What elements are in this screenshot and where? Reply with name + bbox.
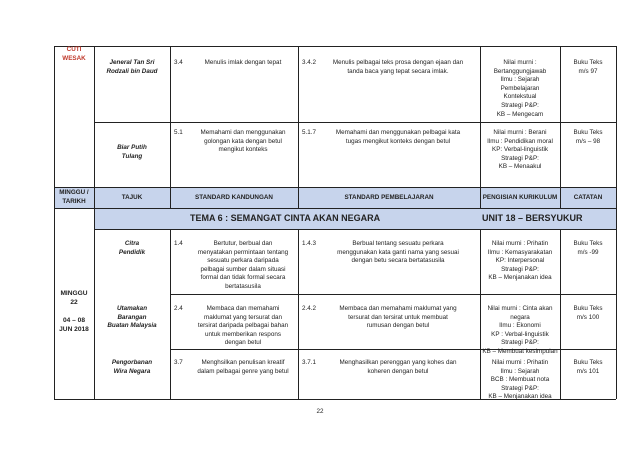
row-2-tajuk: Utamakan Barangan Buatan Malaysia	[107, 305, 157, 330]
top-row-1-sp-text: Menulis pelbagai teks prosa dengan ejaan dan tanda baca yang tepat secara imlak.	[332, 59, 464, 75]
theme-title: TEMA 6 : SEMANGAT CINTA AKAN NEGARA	[190, 213, 381, 223]
grid-line-horizontal	[54, 208, 616, 209]
row-1-pengisian: Nilai murni : Prihatin Ilmu : Kemasyarakatan KP: Interpersonal Strategi P&P: KB – Menjanakan idea	[487, 240, 553, 282]
cuti-wesak-label: CUTI WESAK	[62, 46, 86, 62]
grid-line-horizontal	[94, 122, 616, 123]
header-pengisian-kurikulum: PENGISIAN KURIKULUM	[482, 194, 558, 201]
row-1-catatan: Buku Teks m/s -99	[573, 240, 603, 256]
week-label: MINGGU	[60, 290, 88, 297]
top-row-1-tajuk: Jeneral Tan Sri Rodzali bin Daud	[106, 59, 158, 75]
unit-title: UNIT 18 – BERSYUKUR	[482, 213, 583, 223]
grid-line-horizontal	[54, 187, 616, 188]
grid-line-horizontal	[54, 46, 616, 47]
week-cell	[54, 289, 94, 334]
row-3-catatan: Buku Teks m/s 101	[573, 359, 603, 375]
row-3-sk-number: 3.7	[174, 359, 183, 366]
grid-line-vertical	[616, 46, 617, 399]
grid-line-vertical	[54, 46, 55, 399]
top-row-2-sp-number: 5.1.7	[302, 129, 317, 136]
page-number: 22	[316, 408, 324, 415]
header-standard-kandungan: STANDARD KANDUNGAN	[195, 194, 273, 201]
top-row-1-catatan: Buku Teks m/s 97	[573, 59, 603, 75]
top-row-2-catatan: Buku Teks m/s – 98	[573, 129, 603, 145]
week-month: JUN 2018	[59, 326, 89, 333]
grid-line-vertical	[298, 229, 299, 399]
week-spacer	[54, 307, 94, 316]
grid-line-vertical	[94, 46, 95, 399]
row-2-catatan: Buku Teks m/s 100	[573, 305, 603, 321]
top-row-2-tajuk: Biar Putih Tulang	[117, 144, 147, 160]
top-row-1-sp-number: 3.4.2	[302, 59, 317, 66]
row-2-sk-text: Membaca dan memahami maklumat yang tersurat dan tersirat daripada pelbagai bahan untuk memberikan respons dengan betul	[197, 305, 289, 347]
top-row-2-pengisian: Nilai murni : Berani Ilmu : Pendidikan moral KP: Verbal-linguistik Strategi P&P: KB – Menaakul	[487, 129, 553, 171]
grid-line-vertical	[298, 46, 299, 208]
row-2-sp-number: 2.4.2	[302, 305, 317, 312]
row-1-sp-text: Berbual tentang sesuatu perkara menggunakan kata ganti nama yang sesuai dengan betu secara bertatasusila	[337, 240, 459, 265]
row-2-sk-number: 2.4	[174, 305, 183, 312]
top-row-1-pengisian: Nilai murni : Bertanggungjawab Ilmu : Sejarah Pembelajaran Kontekstual Strategi P&P: KB – Mengecam	[493, 59, 547, 118]
header-standard-pembelajaran: STANDARD PEMBELAJARAN	[344, 194, 434, 201]
top-row-1-sk-number: 3.4	[174, 59, 183, 66]
row-3-pengisian: Nilai murni : Prihatin Ilmu : Sejarah BCB : Membuat nota Strategi P&P: KB – Menjanakan idea	[488, 359, 552, 401]
row-1-tajuk: Citra Pendidik	[118, 240, 146, 256]
row-2-pengisian: Nilai murni : Cinta akan negara Ilmu : Ekonomi KP : Verbal-linguistik Strategi P&P: KB – Membuat kesimpulan	[482, 305, 558, 355]
header-tajuk: TAJUK	[121, 194, 143, 201]
top-row-1-sk-text: Menulis imlak dengan tepat	[204, 59, 282, 66]
week-number: 22	[70, 299, 78, 306]
row-1-sk-number: 1.4	[174, 240, 183, 247]
row-3-tajuk: Pengorbanan Wira Negara	[111, 359, 153, 375]
row-1-sk-text: Bertutur, berbual dan menyatakan permintaan tentang sesuatu perkara daripada pelbagai sumber dalam situasi formal dan tidak formal secara bertatasusila	[197, 240, 289, 290]
row-1-sp-number: 1.4.3	[302, 240, 317, 247]
header-minggu-tarikh: MINGGU / TARIKH	[59, 189, 89, 205]
top-row-2-sk-number: 5.1	[174, 129, 183, 136]
grid-line-horizontal	[170, 294, 616, 295]
row-3-sp-number: 3.7.1	[302, 359, 317, 366]
grid-line-vertical	[170, 229, 171, 399]
row-2-sp-text: Membaca dan memahami maklumat yang tersurat dan tersirat untuk membuat rumusan dengan betul	[339, 305, 457, 330]
row-3-sk-text: Menghsilkan penulisan kreatif dalam pelbagai genre yang betul	[197, 359, 289, 375]
grid-line-horizontal	[94, 229, 616, 230]
header-catatan: CATATAN	[573, 194, 603, 201]
top-row-2-sp-text: Memahami dan menggunakan pelbagai kata tugas mengikut konteks dengan betul	[335, 129, 461, 145]
top-row-2-sk-text: Memahami dan menggunakan golongan kata dengan betul mengikut konteks	[200, 129, 286, 154]
row-3-sp-text: Menghasilkan perenggan yang kohes dan koheren dengan betul	[339, 359, 457, 375]
week-dates: 04 – 08	[63, 317, 85, 324]
grid-line-vertical	[170, 46, 171, 208]
